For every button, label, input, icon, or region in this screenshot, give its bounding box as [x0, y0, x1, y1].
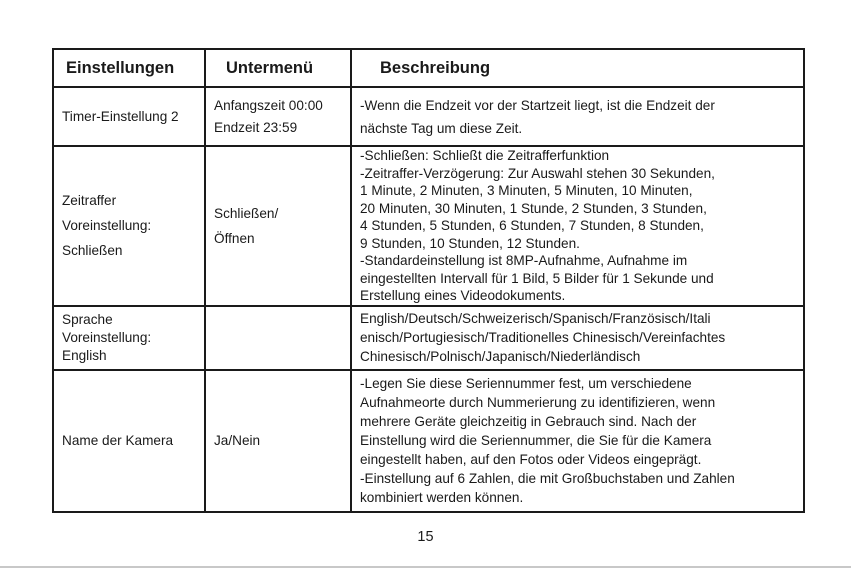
table-row: [53, 87, 804, 146]
header-description: Beschreibung: [351, 49, 804, 87]
description-line: 9 Stunden, 10 Stunden, 12 Stunden.: [360, 235, 580, 251]
description-line: mehrere Geräte gleichzeitig in Gebrauch sind. Nach der: [360, 414, 697, 429]
description-cell: [351, 87, 804, 146]
description-line: -Zeitraffer-Verzögerung: Zur Auswahl stehen 30 Sekunden,: [360, 165, 715, 181]
setting-line: Voreinstellung:: [62, 329, 152, 345]
description-line: 4 Stunden, 5 Stunden, 6 Stunden, 7 Stunden, 8 Stunden,: [360, 218, 704, 233]
table-row: [53, 146, 804, 306]
table-row: [53, 306, 804, 370]
setting-cell: [53, 306, 205, 370]
page-number: 15: [417, 529, 434, 545]
description-line: English/Deutsch/Schweizerisch/Spanisch/Französisch/Itali: [360, 311, 711, 326]
setting-line: Timer-Einstellung 2: [62, 108, 179, 124]
setting-line: Schließen: [62, 243, 123, 259]
description-line: eingestellt haben, auf den Fotos oder Videos eingeprägt.: [360, 452, 702, 467]
settings-table: [52, 48, 805, 513]
submenu-cell: [205, 370, 351, 512]
setting-line: Sprache: [62, 311, 113, 327]
setting-cell: [53, 146, 205, 306]
submenu-line: Öffnen: [214, 230, 255, 246]
description-cell: [351, 370, 804, 512]
description-line: Aufnahmeorte durch Nummerierung zu identifizieren, wenn: [360, 395, 716, 410]
description-line: -Legen Sie diese Seriennummer fest, um verschiedene: [360, 376, 692, 391]
submenu-line: Endzeit 23:59: [214, 119, 298, 135]
description-line: Einstellung wird die Seriennummer, die Sie für die Kamera: [360, 433, 712, 448]
setting-line: Zeitraffer: [62, 193, 117, 209]
submenu-line: Schließen/: [214, 205, 279, 221]
description-line: nächste Tag um diese Zeit.: [360, 120, 523, 136]
description-cell: [351, 146, 804, 306]
submenu-cell: [205, 146, 351, 306]
description-line: -Schließen: Schließt die Zeitrafferfunktion: [360, 148, 610, 163]
submenu-line: Ja/Nein: [214, 432, 261, 448]
setting-line: Voreinstellung:: [62, 218, 152, 234]
header-submenu: Untermenü: [205, 49, 351, 87]
description-line: Erstellung eines Videodokuments.: [360, 288, 566, 303]
setting-cell: [53, 87, 205, 146]
submenu-line: Anfangszeit 00:00: [214, 97, 323, 113]
description-line: enisch/Portugiesisch/Traditionelles Chinesisch/Vereinfachtes: [360, 330, 726, 345]
description-line: -Einstellung auf 6 Zahlen, die mit Großbuchstaben und Zahlen: [360, 471, 735, 486]
description-line: Chinesisch/Polnisch/Japanisch/Niederländisch: [360, 349, 641, 364]
submenu-cell: [205, 87, 351, 146]
description-line: -Wenn die Endzeit vor der Startzeit liegt, ist die Endzeit der: [360, 97, 715, 113]
table-row: [53, 370, 804, 512]
setting-cell: [53, 370, 205, 512]
header-settings: Einstellungen: [53, 49, 205, 87]
submenu-cell: [205, 306, 351, 370]
description-cell: [351, 306, 804, 370]
description-line: 1 Minute, 2 Minuten, 3 Minuten, 5 Minuten, 10 Minuten,: [360, 183, 693, 198]
description-line: kombiniert werden können.: [360, 490, 524, 505]
setting-line: English: [62, 347, 107, 363]
table-header-row: [53, 49, 804, 87]
description-line: 20 Minuten, 30 Minuten, 1 Stunde, 2 Stunden, 3 Stunden,: [360, 200, 707, 216]
setting-line: Name der Kamera: [62, 432, 174, 448]
description-line: eingestellten Intervall für 1 Bild, 5 Bilder für 1 Sekunde und: [360, 270, 714, 286]
description-line: -Standardeinstellung ist 8MP-Aufnahme, Aufnahme im: [360, 253, 688, 268]
